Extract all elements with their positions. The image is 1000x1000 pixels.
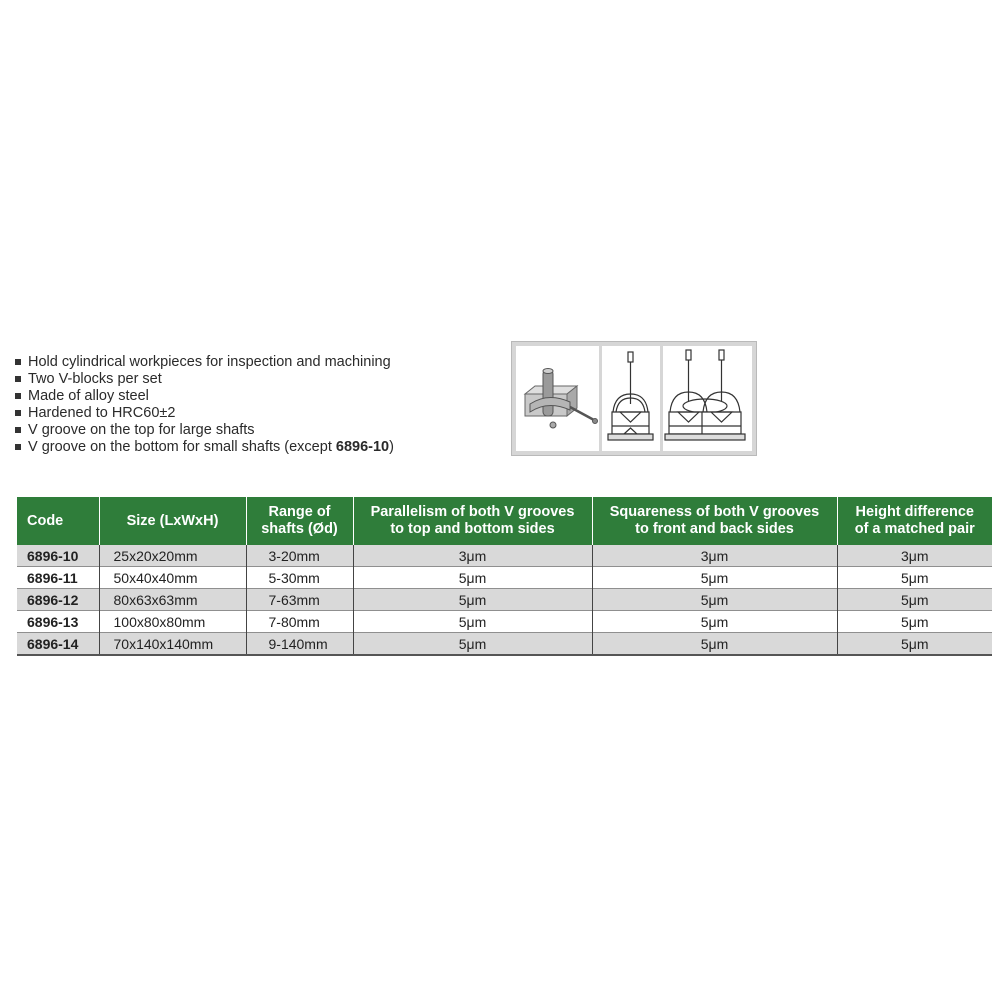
header-code: Code <box>17 497 99 545</box>
product-illustration <box>511 341 757 456</box>
feature-item: V groove on the bottom for small shafts (except 6896-10) <box>14 439 394 456</box>
header-squareness: Squareness of both V grooves to front and back sides <box>592 497 837 545</box>
cell-squareness: 5μm <box>592 611 837 633</box>
cell-range: 7-63mm <box>246 589 353 611</box>
cell-size: 70x140x140mm <box>99 633 246 656</box>
cell-code: 6896-12 <box>17 589 99 611</box>
cell-code: 6896-14 <box>17 633 99 656</box>
table-row <box>17 633 992 656</box>
cell-code: 6896-11 <box>17 567 99 589</box>
table-row <box>17 545 992 567</box>
cell-code: 6896-13 <box>17 611 99 633</box>
cell-parallelism: 5μm <box>353 567 592 589</box>
cell-parallelism: 5μm <box>353 633 592 656</box>
cell-parallelism: 3μm <box>353 545 592 567</box>
cell-height-difference: 3μm <box>837 545 992 567</box>
cell-size: 25x20x20mm <box>99 545 246 567</box>
header-parallelism: Parallelism of both V grooves to top and bottom sides <box>353 497 592 545</box>
cell-height-difference: 5μm <box>837 633 992 656</box>
cell-range: 3-20mm <box>246 545 353 567</box>
header-range: Range of shafts (Ød) <box>246 497 353 545</box>
cell-squareness: 5μm <box>592 633 837 656</box>
table-row <box>17 567 992 589</box>
cell-range: 5-30mm <box>246 567 353 589</box>
feature-item: Made of alloy steel <box>14 388 394 405</box>
cell-range: 7-80mm <box>246 611 353 633</box>
cell-size: 80x63x63mm <box>99 589 246 611</box>
cell-height-difference: 5μm <box>837 611 992 633</box>
cell-height-difference: 5μm <box>837 567 992 589</box>
table-row <box>17 611 992 633</box>
feature-item: Hardened to HRC60±2 <box>14 405 394 422</box>
table-row <box>17 589 992 611</box>
cell-squareness: 5μm <box>592 589 837 611</box>
cell-height-difference: 5μm <box>837 589 992 611</box>
feature-item: Hold cylindrical workpieces for inspection and machining <box>14 354 394 371</box>
specs-table <box>17 497 992 656</box>
cell-squareness: 3μm <box>592 545 837 567</box>
cell-range: 9-140mm <box>246 633 353 656</box>
header-height-difference: Height difference of a matched pair <box>837 497 992 545</box>
feature-item: V groove on the top for large shafts <box>14 422 394 439</box>
feature-code-highlight: 6896-10 <box>335 439 390 455</box>
table-header-row <box>17 497 992 545</box>
cell-size: 100x80x80mm <box>99 611 246 633</box>
feature-list <box>14 354 394 456</box>
cell-size: 50x40x40mm <box>99 567 246 589</box>
header-size: Size (LxWxH) <box>99 497 246 545</box>
cell-squareness: 5μm <box>592 567 837 589</box>
feature-item: Two V-blocks per set <box>14 371 394 388</box>
cell-code: 6896-10 <box>17 545 99 567</box>
cell-parallelism: 5μm <box>353 611 592 633</box>
cell-parallelism: 5μm <box>353 589 592 611</box>
v-block-diagram-image <box>512 342 756 455</box>
